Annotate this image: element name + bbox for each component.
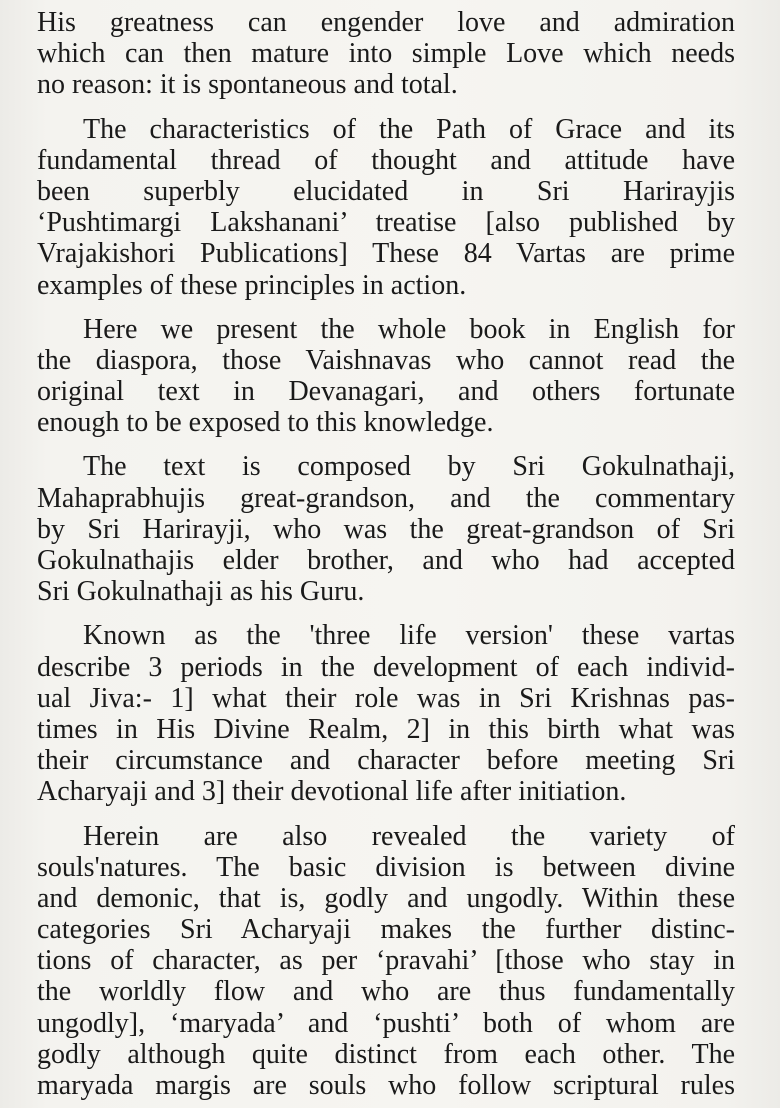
text-line: The text is composed by Sri Gokulnathaji, <box>83 451 735 483</box>
text-line: categories Sri Acharyaji makes the further distinc- <box>37 914 735 946</box>
text-line: ual Jiva:- 1] what their role was in Sri Krishnas pas- <box>37 682 735 714</box>
page-text-block <box>37 7 735 1101</box>
paragraph <box>37 114 735 301</box>
text-line: Gokulnathajis elder brother, and who had accepted <box>37 545 735 576</box>
text-line: Vrajakishori Publications] These 84 Vartas are prime <box>37 238 735 270</box>
text-line: the diaspora, those Vaishnavas who cannot read the <box>37 344 735 376</box>
text-line: enough to be exposed to this knowledge. <box>37 407 494 439</box>
text-line: tions of character, as per ‘pravahi’ [those who stay in <box>37 945 735 977</box>
text-line: no reason: it is spontaneous and total. <box>37 69 458 101</box>
text-line: describe 3 periods in the development of each individ- <box>37 651 735 683</box>
text-line: by Sri Harirayji, who was the great-grandson of Sri <box>37 513 735 545</box>
text-line: Mahaprabhujis great-grandson, and the commentary <box>37 482 735 514</box>
text-line: The characteristics of the Path of Grace and its <box>83 113 735 145</box>
paragraph <box>37 7 735 101</box>
text-line: been superbly elucidated in Sri Harirayjis <box>37 175 735 207</box>
paragraph <box>37 314 735 439</box>
text-line: souls'natures. The basic division is between divine <box>37 851 735 883</box>
text-line: times in His Divine Realm, 2] in this birth what was <box>37 713 735 745</box>
text-line: Acharyaji and 3] their devotional life after initiation. <box>37 776 627 808</box>
text-line: which can then mature into simple Love which needs <box>37 38 735 70</box>
text-line: original text in Devanagari, and others fortunate <box>37 376 735 408</box>
text-line: the worldly flow and who are thus fundamentally <box>37 976 735 1008</box>
text-line: and demonic, that is, godly and ungodly. Within these <box>37 882 735 914</box>
text-line: ‘Pushtimargi Lakshanani’ treatise [also published by <box>37 207 735 239</box>
text-line: Known as the 'three life version' these vartas <box>83 620 735 652</box>
paragraph <box>37 451 735 607</box>
text-line: ungodly], ‘maryada’ and ‘pushti’ both of whom are <box>37 1007 735 1039</box>
paragraph <box>37 821 735 1102</box>
paragraph <box>37 620 735 807</box>
text-line: His greatness can engender love and admiration <box>37 7 735 38</box>
text-line: maryada margis are souls who follow scriptural rules <box>37 1070 735 1101</box>
text-line: Here we present the whole book in English for <box>83 313 735 345</box>
text-line: fundamental thread of thought and attitude have <box>37 144 735 176</box>
text-line: Sri Gokulnathaji as his Guru. <box>37 576 365 608</box>
text-line: Herein are also revealed the variety of <box>83 820 735 852</box>
text-line: examples of these principles in action. <box>37 269 467 301</box>
text-line: their circumstance and character before meeting Sri <box>37 745 735 777</box>
text-line: godly although quite distinct from each other. The <box>37 1038 735 1070</box>
